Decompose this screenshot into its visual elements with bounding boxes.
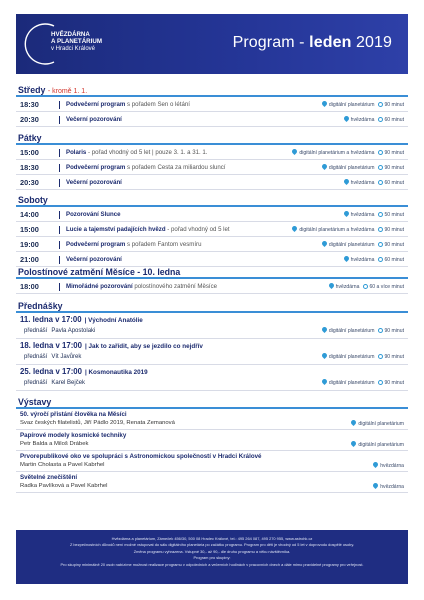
clock-icon [378, 257, 383, 262]
event-duration: 60 minut [384, 117, 404, 123]
lecture-topic: | Východní Anatólie [84, 317, 143, 324]
footer-line: Z bezpečnostních důvodů není možné vstupovat do sálu digitálního planetária po začátku programu. Program pro děti je vhodný od 5 let v doprovodu dospělé osoby. [69, 542, 355, 548]
event-description [66, 211, 121, 218]
event-duration: 60 minut [384, 257, 404, 263]
lecture-date: 18. ledna v 17:00 [20, 341, 82, 350]
event-description [66, 241, 201, 248]
map-pin-icon [344, 256, 349, 262]
header-banner [16, 14, 408, 74]
event-meta [322, 379, 404, 386]
logo-line: v Hradci Králové [51, 45, 96, 52]
lecture-presenter-line [20, 380, 85, 386]
event-meta [322, 164, 404, 171]
event-row [16, 112, 408, 127]
event-place: hvězdárna [350, 117, 375, 123]
lecture-presenter-line [20, 354, 81, 360]
event-time: 14:00 [20, 210, 39, 219]
lecture-date: 11. ledna v 17:00 [20, 315, 82, 324]
event-place: digitální planetárium [328, 328, 375, 334]
divider-bar [59, 164, 60, 172]
clock-icon [378, 180, 383, 185]
presenter-label: přednáší [24, 380, 48, 386]
lecture-presenter-line [20, 328, 95, 334]
event-meta [329, 283, 404, 290]
section-heading [16, 194, 408, 207]
section-title: Přednášky [18, 301, 63, 311]
section-heading [16, 266, 408, 279]
divider-bar [59, 211, 60, 219]
event-meta [373, 483, 404, 490]
event-title: Podvečerní program [66, 101, 126, 108]
event-duration: 90 minut [384, 227, 404, 233]
exhibition-title: Světelné znečištění [20, 474, 78, 481]
exhibition-authors: Martin Cholasta a Pavel Kabrhel [20, 462, 105, 468]
section-title: Středy [18, 85, 46, 95]
event-time: 18:00 [20, 282, 39, 291]
event-place: hvězdárna [350, 257, 375, 263]
event-detail: polostínového zatmění Měsíce [132, 283, 218, 290]
map-pin-icon [329, 283, 334, 289]
event-time: 18:30 [20, 100, 39, 109]
map-pin-icon [292, 226, 297, 232]
event-description [66, 283, 217, 290]
clock-icon [378, 227, 383, 232]
event-meta [322, 327, 404, 334]
clock-icon [378, 212, 383, 217]
clock-icon [378, 150, 383, 155]
lecture-topic: | Jak to zařídit, aby se jezdilo co nejdřív [84, 343, 203, 350]
event-meta [292, 149, 404, 156]
lecture-heading [20, 315, 143, 324]
event-description [66, 101, 190, 108]
divider-bar [59, 101, 60, 109]
map-pin-icon [344, 116, 349, 122]
event-description [66, 179, 122, 186]
event-title: Lucie a tajemství padajících hvězd [66, 226, 166, 233]
event-meta [373, 462, 404, 469]
title-year: 2019 [356, 34, 392, 51]
section-title: Výstavy [18, 397, 52, 407]
event-place: digitální planetárium a hvězdárna [299, 150, 375, 156]
divider-bar [59, 241, 60, 249]
event-meta [351, 420, 404, 427]
event-row [16, 222, 408, 237]
event-meta [322, 241, 404, 248]
clock-icon [363, 284, 368, 289]
event-duration: 90 minut [384, 242, 404, 248]
event-time: 18:30 [20, 163, 39, 172]
page-title [233, 34, 392, 52]
map-pin-icon [344, 211, 349, 217]
section-heading [16, 84, 408, 97]
clock-icon [378, 102, 383, 107]
event-place: digitální planetárium [328, 102, 375, 108]
event-title: Polaris [66, 149, 87, 156]
exhibition-item [16, 409, 408, 430]
section-vystavy [16, 396, 408, 493]
event-duration: 90 minut [384, 354, 404, 360]
divider-bar [59, 116, 60, 124]
section-prednasky [16, 300, 408, 391]
event-place: hvězdárna [380, 463, 404, 469]
event-title: Mimořádné pozorování [66, 283, 133, 290]
lecture-date: 25. ledna v 17:00 [20, 367, 82, 376]
event-place: digitální planetárium [358, 442, 404, 448]
event-title: Večerní pozorování [66, 179, 122, 186]
lecture-heading [20, 367, 148, 376]
map-pin-icon [292, 149, 297, 155]
lecture-topic: | Kosmonautika 2019 [84, 369, 148, 376]
event-meta [344, 116, 404, 123]
event-time: 15:00 [20, 225, 39, 234]
event-time: 20:30 [20, 178, 39, 187]
exhibition-item [16, 472, 408, 493]
presenter-name: Pavla Apostolaki [51, 328, 96, 334]
event-place: digitální planetárium [358, 421, 404, 427]
event-description [66, 116, 122, 123]
event-row [16, 279, 408, 294]
event-description [66, 256, 122, 263]
lecture-item [16, 365, 408, 391]
exhibition-authors: Svaz českých filatelistů, Jiří Pádlo 2019, Renata Zemanová [20, 420, 175, 426]
event-duration: 90 minut [384, 328, 404, 334]
map-pin-icon [322, 164, 327, 170]
map-pin-icon [344, 179, 349, 185]
event-row [16, 160, 408, 175]
event-row [16, 175, 408, 190]
exhibition-title: 50. výročí přistání člověka na Měsíci [20, 411, 127, 418]
event-place: digitální planetárium [328, 380, 375, 386]
event-meta [344, 179, 404, 186]
map-pin-icon [373, 483, 378, 489]
section-zatmeni [16, 266, 408, 294]
event-meta [344, 211, 404, 218]
event-time: 19:00 [20, 240, 39, 249]
exhibition-authors: Radka Pavlíková a Pavel Kabrhel [20, 483, 108, 489]
event-duration: 60 a více minut [369, 284, 404, 290]
exhibition-authors: Petr Balda a Miloš Drábek [20, 441, 89, 447]
event-title: Podvečerní program [66, 241, 126, 248]
section-heading [16, 300, 408, 313]
section-patky [16, 132, 408, 190]
exhibition-title: Prvorepublikové oko ve spolupráci s Astronomickou společností v Hradci Králové [20, 453, 262, 460]
footer-line: Program pro skupiny: [193, 555, 231, 561]
event-description [66, 149, 208, 156]
event-row [16, 97, 408, 112]
presenter-name: Karel Bejček [51, 380, 86, 386]
presenter-name: Vít Javůrek [51, 354, 82, 360]
clock-icon [378, 117, 383, 122]
event-place: hvězdárna [350, 180, 375, 186]
event-detail: s pořadem Sen o létání [125, 101, 190, 108]
map-pin-icon [351, 420, 356, 426]
event-meta [344, 256, 404, 263]
event-place: digitální planetárium [328, 354, 375, 360]
event-duration: 90 minut [384, 165, 404, 171]
clock-icon [378, 242, 383, 247]
title-prefix: Program - [232, 34, 305, 51]
clock-icon [378, 354, 383, 359]
presenter-label: přednáší [24, 328, 48, 334]
event-duration: 90 minut [384, 102, 404, 108]
section-title: Pátky [18, 133, 42, 143]
map-pin-icon [322, 241, 327, 247]
event-detail: s pořadem Fantom vesmíru [125, 241, 202, 248]
event-detail: - pořad vhodný od 5 let [165, 226, 230, 233]
event-duration: 90 minut [384, 150, 404, 156]
lecture-item [16, 313, 408, 339]
divider-bar [59, 149, 60, 157]
event-meta [322, 101, 404, 108]
exhibition-title: Papírové modely kosmické techniky [20, 432, 127, 439]
event-duration: 60 minut [384, 180, 404, 186]
footer-line: Pro skupiny minimálně 20 osob nabízíme možnost realizace programu v odpoledních a večerních hodinách v pracovních dnech a dále mimo pravidelné programy pro veřejnost. [60, 561, 364, 567]
section-title: Polostínové zatmění Měsíce - 10. ledna [18, 267, 181, 277]
section-title: Soboty [18, 195, 48, 205]
logo-line: HVĚZDÁRNA [51, 31, 90, 38]
lecture-item [16, 339, 408, 365]
event-row [16, 145, 408, 160]
event-place: hvězdárna [335, 284, 360, 290]
footer-line: Změna programu vyhrazena. Vstupné 30,- až 90,- dle druhu programu a věku návštěvníka. [133, 548, 291, 554]
event-row [16, 252, 408, 267]
exhibition-item [16, 451, 408, 472]
event-title: Podvečerní program [66, 164, 126, 171]
event-row [16, 237, 408, 252]
event-place: digitální planetárium [328, 242, 375, 248]
event-meta [322, 353, 404, 360]
section-streda [16, 84, 408, 127]
event-title: Večerní pozorování [66, 116, 122, 123]
title-month: leden [309, 34, 352, 51]
section-heading [16, 396, 408, 409]
section-note: - kromě 1. 1. [47, 88, 88, 95]
event-row [16, 207, 408, 222]
lecture-heading [20, 341, 203, 350]
map-pin-icon [322, 101, 327, 107]
logo-text [51, 31, 102, 53]
map-pin-icon [351, 441, 356, 447]
event-title: Večerní pozorování [66, 256, 122, 263]
section-heading [16, 132, 408, 145]
event-detail: - pořad vhodný od 5 let | pouze 3. 1. a 31. 1. [86, 149, 208, 156]
event-duration: 50 minut [384, 212, 404, 218]
event-title: Pozorování Slunce [66, 211, 121, 218]
event-meta [351, 441, 404, 448]
event-detail: s pořadem Cesta za miliardou sluncí [125, 164, 226, 171]
event-place: hvězdárna [350, 212, 375, 218]
event-time: 21:00 [20, 255, 39, 264]
event-place: hvězdárna [380, 484, 404, 490]
logo-line: A PLANETÁRIUM [51, 38, 102, 46]
event-place: digitální planetárium a hvězdárna [299, 227, 375, 233]
divider-bar [59, 256, 60, 264]
footer-line: Hvězdárna a planetárium, Zámeček 456/30, 500 08 Hradec Králové, tel.: 495 264 087, 495 270 955, www.astrohk.cz [111, 536, 313, 541]
clock-icon [378, 380, 383, 385]
map-pin-icon [322, 353, 327, 359]
divider-bar [59, 226, 60, 234]
map-pin-icon [373, 462, 378, 468]
exhibition-item [16, 430, 408, 451]
map-pin-icon [322, 327, 327, 333]
event-time: 15:00 [20, 148, 39, 157]
clock-icon [378, 165, 383, 170]
clock-icon [378, 328, 383, 333]
footer-info [16, 530, 408, 584]
event-description [66, 164, 226, 171]
divider-bar [59, 283, 60, 291]
event-meta [292, 226, 404, 233]
event-place: digitální planetárium [328, 165, 375, 171]
event-time: 20:30 [20, 115, 39, 124]
event-description [66, 226, 230, 233]
event-duration: 90 minut [384, 380, 404, 386]
presenter-label: přednáší [24, 354, 48, 360]
section-soboty [16, 194, 408, 267]
divider-bar [59, 179, 60, 187]
map-pin-icon [322, 379, 327, 385]
